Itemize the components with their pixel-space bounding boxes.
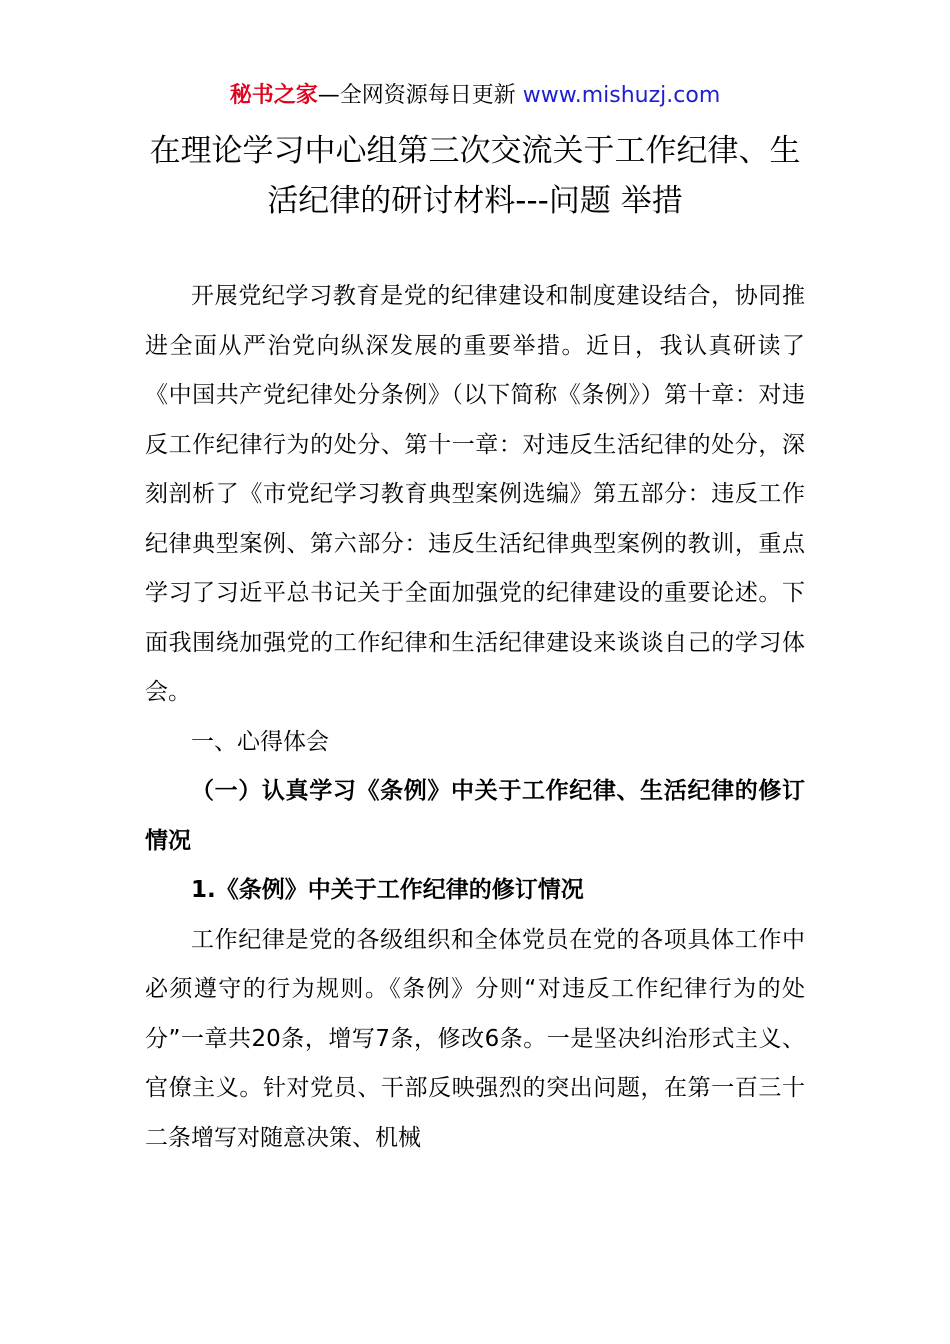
brand-name: 秘书之家 bbox=[229, 83, 318, 108]
site-url-link[interactable]: www.mishuzj.com bbox=[522, 83, 721, 108]
document-title: 在理论学习中心组第三次交流关于工作纪律、生活纪律的研讨材料---问题 举措 bbox=[149, 133, 801, 219]
intro-paragraph: 开展党纪学习教育是党的纪律建设和制度建设结合，协同推进全面从严治党向纵深发展的重要举措。近日，我认真研读了《中国共产党纪律处分条例》（以下简称《条例》）第十章：对违反工作纪律行为的处分、第十一章：对违反生活纪律的处分，深刻剖析了《市党纪学习教育典型案例选编》第五部分：违反工作纪律典型案例、第六部分：违反生活纪律典型案例的教训，重点学习了习近平总书记关于全面加强党的纪律建设的重要论述。下面我围绕加强党的工作纪律和生活纪律建设来谈谈自己的学习体会。 bbox=[145, 283, 805, 705]
site-header bbox=[0, 80, 950, 112]
subsection-heading-1-1: （一）认真学习《条例》中关于工作纪律、生活纪律的修订情况 bbox=[145, 778, 805, 854]
document-body bbox=[145, 272, 805, 1163]
body-paragraph-1: 工作纪律是党的各级组织和全体党员在党的各项具体工作中必须遵守的行为规则。《条例》分则“对违反工作纪律行为的处分”一章共20条，增写7条，修改6条。一是坚决纠治形式主义、官僚主义。针对党员、干部反映强烈的突出问题，在第一百三十二条增写对随意决策、机械 bbox=[145, 926, 805, 1151]
section-heading-1: 一、心得体会 bbox=[191, 728, 329, 755]
header-tagline: —全网资源每日更新 bbox=[317, 83, 523, 108]
subsection-heading-1-1-1: 1.《条例》中关于工作纪律的修订情况 bbox=[191, 877, 584, 903]
